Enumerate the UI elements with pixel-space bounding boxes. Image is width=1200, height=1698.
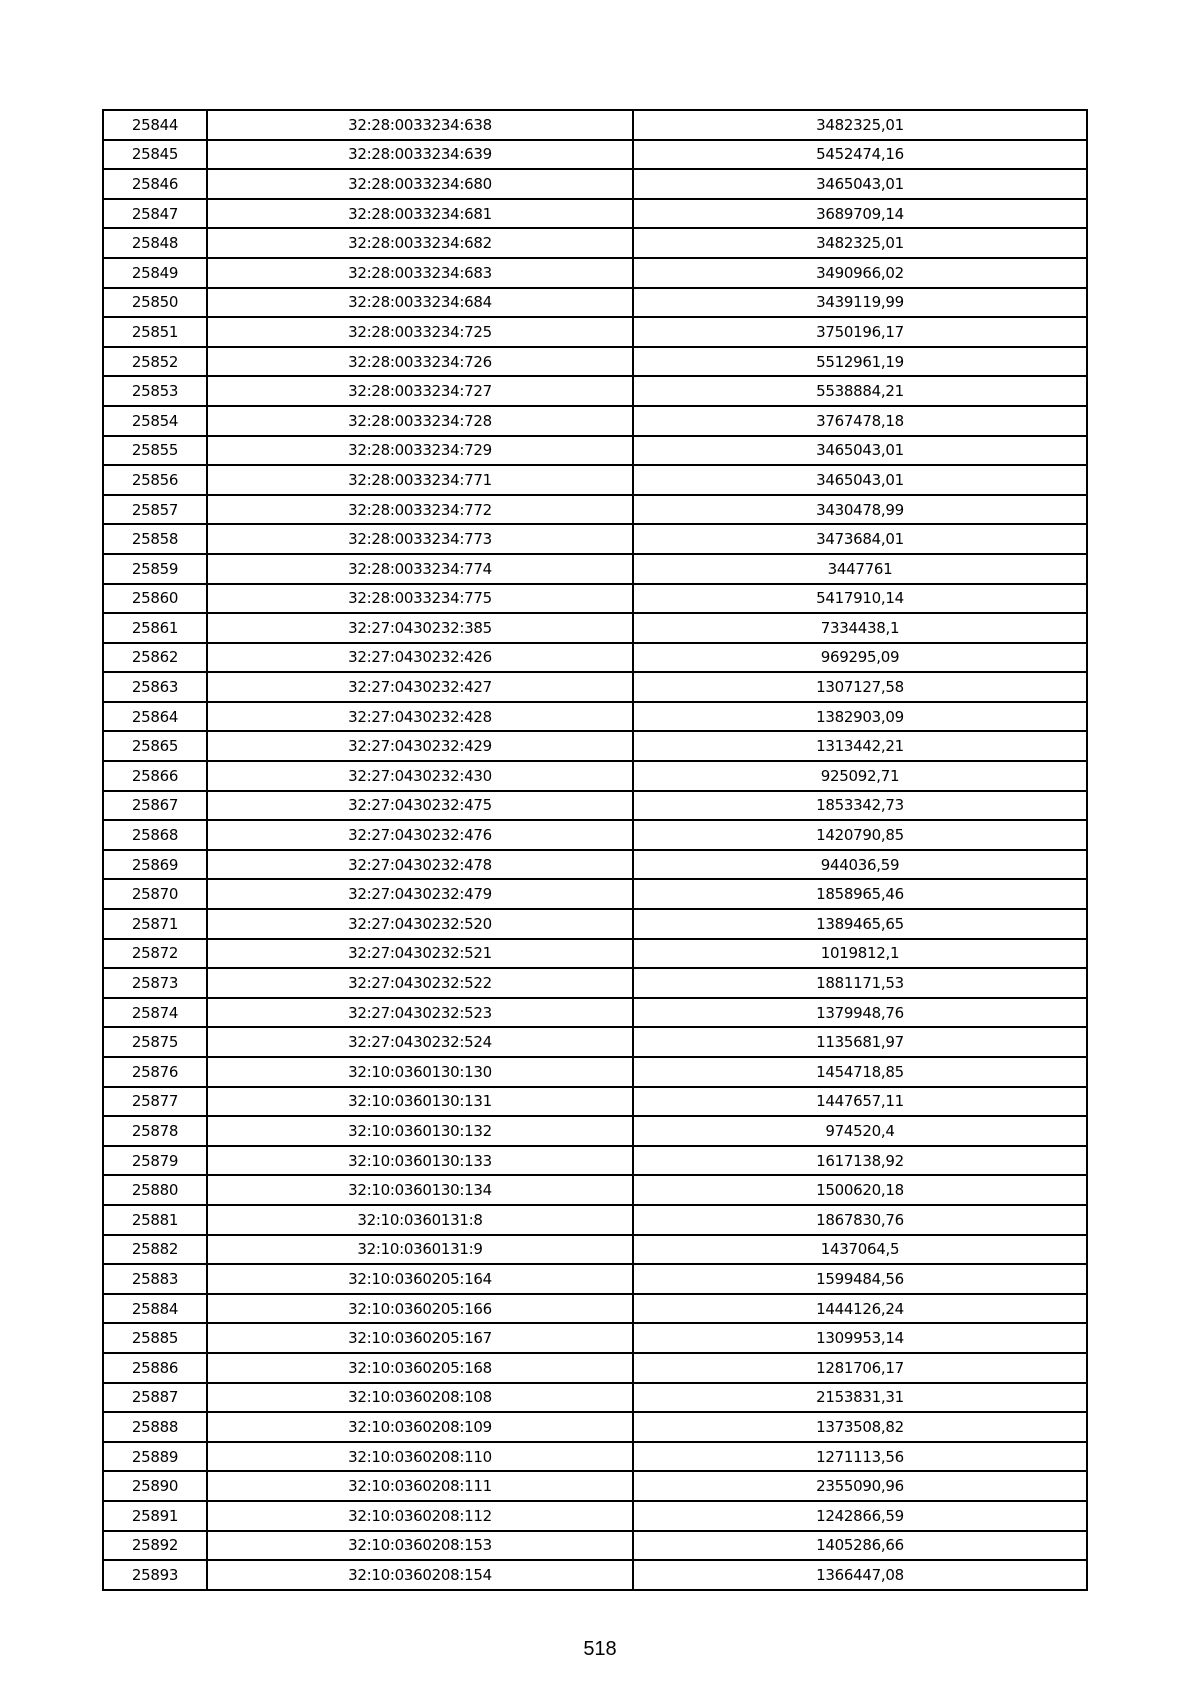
table-row xyxy=(103,1531,1087,1561)
table-row xyxy=(103,258,1087,288)
cadastral-value-cell: 5452474,16 xyxy=(633,140,1087,170)
row-number-cell: 25867 xyxy=(103,791,207,821)
row-number-cell: 25872 xyxy=(103,939,207,969)
cadastral-value-cell: 3482325,01 xyxy=(633,110,1087,140)
table-row xyxy=(103,791,1087,821)
cadastral-number-cell: 32:10:0360131:9 xyxy=(207,1235,633,1265)
cadastral-number-cell: 32:27:0430232:430 xyxy=(207,761,633,791)
table-row xyxy=(103,406,1087,436)
row-number-cell: 25887 xyxy=(103,1383,207,1413)
cadastral-value-cell: 5538884,21 xyxy=(633,376,1087,406)
cadastral-number-cell: 32:28:0033234:638 xyxy=(207,110,633,140)
cadastral-value-cell: 3447761 xyxy=(633,554,1087,584)
table-row xyxy=(103,998,1087,1028)
row-number-cell: 25845 xyxy=(103,140,207,170)
cadastral-number-cell: 32:10:0360208:111 xyxy=(207,1471,633,1501)
cadastral-value-cell: 3465043,01 xyxy=(633,465,1087,495)
row-number-cell: 25857 xyxy=(103,495,207,525)
cadastral-value-cell: 1405286,66 xyxy=(633,1531,1087,1561)
cadastral-value-cell: 1454718,85 xyxy=(633,1057,1087,1087)
cadastral-number-cell: 32:10:0360130:133 xyxy=(207,1146,633,1176)
cadastral-value-cell: 1366447,08 xyxy=(633,1560,1087,1590)
cadastral-number-cell: 32:10:0360205:166 xyxy=(207,1294,633,1324)
cadastral-number-cell: 32:10:0360205:168 xyxy=(207,1353,633,1383)
table-row xyxy=(103,1264,1087,1294)
cadastral-number-cell: 32:28:0033234:639 xyxy=(207,140,633,170)
cadastral-value-cell: 3482325,01 xyxy=(633,228,1087,258)
row-number-cell: 25876 xyxy=(103,1057,207,1087)
cadastral-value-cell: 3473684,01 xyxy=(633,524,1087,554)
cadastral-value-cell: 1867830,76 xyxy=(633,1205,1087,1235)
row-number-cell: 25851 xyxy=(103,317,207,347)
cadastral-number-cell: 32:27:0430232:522 xyxy=(207,968,633,998)
row-number-cell: 25847 xyxy=(103,199,207,229)
cadastral-number-cell: 32:10:0360205:164 xyxy=(207,1264,633,1294)
table-row xyxy=(103,288,1087,318)
cadastral-value-cell: 1309953,14 xyxy=(633,1323,1087,1353)
row-number-cell: 25844 xyxy=(103,110,207,140)
table-row xyxy=(103,1235,1087,1265)
cadastral-value-cell: 1420790,85 xyxy=(633,820,1087,850)
table-row xyxy=(103,228,1087,258)
cadastral-number-cell: 32:27:0430232:523 xyxy=(207,998,633,1028)
table-row xyxy=(103,584,1087,614)
cadastral-value-cell: 2355090,96 xyxy=(633,1471,1087,1501)
cadastral-number-cell: 32:10:0360205:167 xyxy=(207,1323,633,1353)
row-number-cell: 25860 xyxy=(103,584,207,614)
row-number-cell: 25873 xyxy=(103,968,207,998)
cadastral-number-cell: 32:28:0033234:728 xyxy=(207,406,633,436)
cadastral-number-cell: 32:10:0360208:154 xyxy=(207,1560,633,1590)
table-row xyxy=(103,554,1087,584)
cadastral-value-cell: 3750196,17 xyxy=(633,317,1087,347)
cadastral-number-cell: 32:10:0360130:130 xyxy=(207,1057,633,1087)
cadastral-value-cell: 2153831,31 xyxy=(633,1383,1087,1413)
row-number-cell: 25846 xyxy=(103,169,207,199)
table-row xyxy=(103,199,1087,229)
cadastral-value-cell: 1242866,59 xyxy=(633,1501,1087,1531)
table-row xyxy=(103,761,1087,791)
table-row xyxy=(103,1471,1087,1501)
table-row xyxy=(103,1057,1087,1087)
table-row xyxy=(103,1501,1087,1531)
row-number-cell: 25859 xyxy=(103,554,207,584)
cadastral-number-cell: 32:28:0033234:684 xyxy=(207,288,633,318)
cadastral-value-cell: 1281706,17 xyxy=(633,1353,1087,1383)
table-row xyxy=(103,1116,1087,1146)
table-row xyxy=(103,1560,1087,1590)
row-number-cell: 25875 xyxy=(103,1027,207,1057)
row-number-cell: 25869 xyxy=(103,850,207,880)
cadastral-value-cell: 974520,4 xyxy=(633,1116,1087,1146)
row-number-cell: 25874 xyxy=(103,998,207,1028)
cadastral-number-cell: 32:28:0033234:680 xyxy=(207,169,633,199)
cadastral-number-cell: 32:27:0430232:385 xyxy=(207,613,633,643)
row-number-cell: 25862 xyxy=(103,643,207,673)
cadastral-value-cell: 3490966,02 xyxy=(633,258,1087,288)
table-row xyxy=(103,1175,1087,1205)
table-row xyxy=(103,1027,1087,1057)
cadastral-number-cell: 32:10:0360208:110 xyxy=(207,1442,633,1472)
cadastral-number-cell: 32:28:0033234:729 xyxy=(207,436,633,466)
cadastral-number-cell: 32:10:0360208:108 xyxy=(207,1383,633,1413)
cadastral-value-cell: 1271113,56 xyxy=(633,1442,1087,1472)
row-number-cell: 25856 xyxy=(103,465,207,495)
row-number-cell: 25884 xyxy=(103,1294,207,1324)
row-number-cell: 25893 xyxy=(103,1560,207,1590)
cadastral-number-cell: 32:10:0360208:109 xyxy=(207,1412,633,1442)
row-number-cell: 25866 xyxy=(103,761,207,791)
cadastral-value-cell: 1379948,76 xyxy=(633,998,1087,1028)
cadastral-value-cell: 1858965,46 xyxy=(633,879,1087,909)
table-row xyxy=(103,1205,1087,1235)
table-row xyxy=(103,968,1087,998)
cadastral-value-cell: 1447657,11 xyxy=(633,1087,1087,1117)
row-number-cell: 25885 xyxy=(103,1323,207,1353)
cadastral-value-cell: 3689709,14 xyxy=(633,199,1087,229)
row-number-cell: 25878 xyxy=(103,1116,207,1146)
table-row xyxy=(103,110,1087,140)
row-number-cell: 25848 xyxy=(103,228,207,258)
cadastral-value-cell: 1019812,1 xyxy=(633,939,1087,969)
table-row xyxy=(103,731,1087,761)
row-number-cell: 25870 xyxy=(103,879,207,909)
cadastral-value-cell: 5417910,14 xyxy=(633,584,1087,614)
row-number-cell: 25865 xyxy=(103,731,207,761)
row-number-cell: 25891 xyxy=(103,1501,207,1531)
cadastral-number-cell: 32:28:0033234:775 xyxy=(207,584,633,614)
cadastral-value-cell: 944036,59 xyxy=(633,850,1087,880)
cadastral-number-cell: 32:27:0430232:429 xyxy=(207,731,633,761)
table-row xyxy=(103,939,1087,969)
table-row xyxy=(103,1087,1087,1117)
row-number-cell: 25861 xyxy=(103,613,207,643)
cadastral-value-cell: 1881171,53 xyxy=(633,968,1087,998)
table-row xyxy=(103,1383,1087,1413)
row-number-cell: 25871 xyxy=(103,909,207,939)
table-row xyxy=(103,643,1087,673)
row-number-cell: 25850 xyxy=(103,288,207,318)
cadastral-value-cell: 1437064,5 xyxy=(633,1235,1087,1265)
cadastral-value-cell: 3767478,18 xyxy=(633,406,1087,436)
table-row xyxy=(103,909,1087,939)
cadastral-number-cell: 32:28:0033234:725 xyxy=(207,317,633,347)
table-row xyxy=(103,702,1087,732)
table-row xyxy=(103,1323,1087,1353)
table-row xyxy=(103,1442,1087,1472)
table-row xyxy=(103,524,1087,554)
row-number-cell: 25890 xyxy=(103,1471,207,1501)
cadastral-value-cell: 1382903,09 xyxy=(633,702,1087,732)
row-number-cell: 25858 xyxy=(103,524,207,554)
table-row xyxy=(103,820,1087,850)
cadastral-number-cell: 32:27:0430232:426 xyxy=(207,643,633,673)
row-number-cell: 25881 xyxy=(103,1205,207,1235)
row-number-cell: 25853 xyxy=(103,376,207,406)
row-number-cell: 25892 xyxy=(103,1531,207,1561)
table-row xyxy=(103,1412,1087,1442)
cadastral-number-cell: 32:28:0033234:726 xyxy=(207,347,633,377)
row-number-cell: 25886 xyxy=(103,1353,207,1383)
table-row xyxy=(103,850,1087,880)
cadastral-number-cell: 32:27:0430232:478 xyxy=(207,850,633,880)
cadastral-value-cell: 3439119,99 xyxy=(633,288,1087,318)
row-number-cell: 25855 xyxy=(103,436,207,466)
page-number: 518 xyxy=(583,1638,617,1660)
row-number-cell: 25879 xyxy=(103,1146,207,1176)
row-number-cell: 25854 xyxy=(103,406,207,436)
cadastral-number-cell: 32:10:0360130:132 xyxy=(207,1116,633,1146)
table-row xyxy=(103,1353,1087,1383)
cadastral-number-cell: 32:28:0033234:772 xyxy=(207,495,633,525)
table-body xyxy=(103,110,1087,1590)
table-row xyxy=(103,317,1087,347)
cadastral-number-cell: 32:27:0430232:479 xyxy=(207,879,633,909)
table-row xyxy=(103,1294,1087,1324)
row-number-cell: 25883 xyxy=(103,1264,207,1294)
cadastral-number-cell: 32:10:0360130:131 xyxy=(207,1087,633,1117)
cadastral-value-cell: 1313442,21 xyxy=(633,731,1087,761)
cadastral-value-cell: 1135681,97 xyxy=(633,1027,1087,1057)
cadastral-number-cell: 32:28:0033234:774 xyxy=(207,554,633,584)
row-number-cell: 25852 xyxy=(103,347,207,377)
table-row xyxy=(103,436,1087,466)
cadastral-number-cell: 32:27:0430232:524 xyxy=(207,1027,633,1057)
table-row xyxy=(103,465,1087,495)
cadastral-value-cell: 1389465,65 xyxy=(633,909,1087,939)
cadastral-number-cell: 32:28:0033234:727 xyxy=(207,376,633,406)
cadastral-number-cell: 32:10:0360131:8 xyxy=(207,1205,633,1235)
cadastral-value-cell: 3465043,01 xyxy=(633,169,1087,199)
cadastral-number-cell: 32:28:0033234:773 xyxy=(207,524,633,554)
cadastral-value-table xyxy=(102,109,1088,1591)
table-row xyxy=(103,879,1087,909)
cadastral-number-cell: 32:10:0360208:112 xyxy=(207,1501,633,1531)
table-row xyxy=(103,169,1087,199)
row-number-cell: 25863 xyxy=(103,672,207,702)
table-row xyxy=(103,672,1087,702)
cadastral-value-cell: 1373508,82 xyxy=(633,1412,1087,1442)
table-row xyxy=(103,495,1087,525)
cadastral-value-cell: 1307127,58 xyxy=(633,672,1087,702)
row-number-cell: 25880 xyxy=(103,1175,207,1205)
row-number-cell: 25849 xyxy=(103,258,207,288)
row-number-cell: 25889 xyxy=(103,1442,207,1472)
table-row xyxy=(103,376,1087,406)
cadastral-number-cell: 32:10:0360208:153 xyxy=(207,1531,633,1561)
cadastral-value-cell: 3430478,99 xyxy=(633,495,1087,525)
cadastral-number-cell: 32:27:0430232:475 xyxy=(207,791,633,821)
cadastral-value-cell: 1444126,24 xyxy=(633,1294,1087,1324)
cadastral-value-cell: 1500620,18 xyxy=(633,1175,1087,1205)
row-number-cell: 25877 xyxy=(103,1087,207,1117)
cadastral-value-cell: 3465043,01 xyxy=(633,436,1087,466)
table-row xyxy=(103,347,1087,377)
cadastral-number-cell: 32:28:0033234:682 xyxy=(207,228,633,258)
table-row xyxy=(103,1146,1087,1176)
cadastral-value-cell: 1599484,56 xyxy=(633,1264,1087,1294)
cadastral-value-cell: 969295,09 xyxy=(633,643,1087,673)
cadastral-number-cell: 32:27:0430232:476 xyxy=(207,820,633,850)
cadastral-number-cell: 32:27:0430232:428 xyxy=(207,702,633,732)
row-number-cell: 25888 xyxy=(103,1412,207,1442)
cadastral-number-cell: 32:27:0430232:427 xyxy=(207,672,633,702)
cadastral-number-cell: 32:27:0430232:521 xyxy=(207,939,633,969)
row-number-cell: 25882 xyxy=(103,1235,207,1265)
row-number-cell: 25864 xyxy=(103,702,207,732)
cadastral-value-cell: 1853342,73 xyxy=(633,791,1087,821)
table-row xyxy=(103,140,1087,170)
cadastral-value-cell: 925092,71 xyxy=(633,761,1087,791)
row-number-cell: 25868 xyxy=(103,820,207,850)
cadastral-value-cell: 7334438,1 xyxy=(633,613,1087,643)
cadastral-value-cell: 1617138,92 xyxy=(633,1146,1087,1176)
cadastral-number-cell: 32:27:0430232:520 xyxy=(207,909,633,939)
cadastral-number-cell: 32:28:0033234:681 xyxy=(207,199,633,229)
cadastral-number-cell: 32:28:0033234:683 xyxy=(207,258,633,288)
cadastral-value-cell: 5512961,19 xyxy=(633,347,1087,377)
cadastral-number-cell: 32:28:0033234:771 xyxy=(207,465,633,495)
table-row xyxy=(103,613,1087,643)
cadastral-number-cell: 32:10:0360130:134 xyxy=(207,1175,633,1205)
